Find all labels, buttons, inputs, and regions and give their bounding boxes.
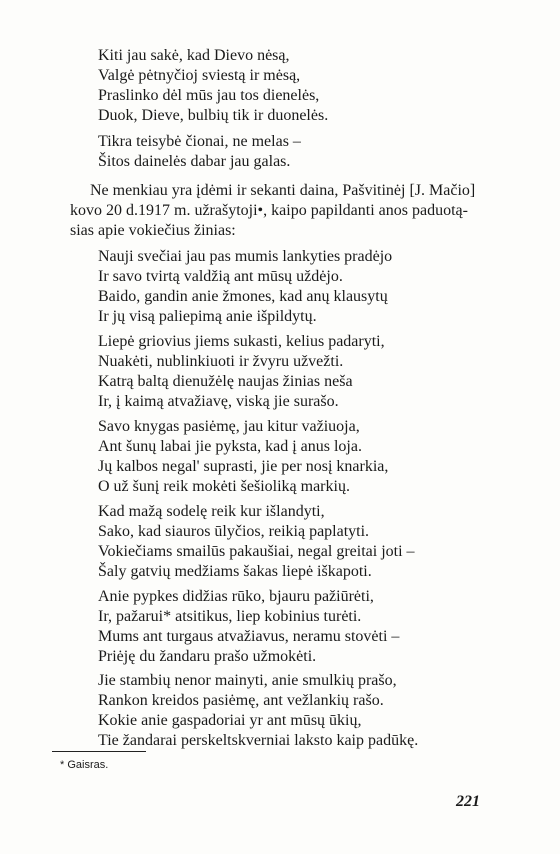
page-number: 221 [456, 793, 480, 810]
stanza-1 [98, 46, 328, 126]
verse-line: Baido, gandin anie žmones, kad anų klausytų [98, 288, 388, 305]
verse-line: Ir jų visą paliepimą anie išpildytų. [98, 308, 317, 325]
verse-line: Kad mažą sodelę reik kur išlandyti, [98, 503, 325, 520]
verse-line: Kokie anie gaspadoriai yr ant mūsų ūkių, [98, 712, 362, 729]
verse-line: Ant šunų labai jie pyksta, kad į anus loja. [98, 438, 362, 455]
stanza-4 [98, 332, 385, 412]
prose-line: Ne menkiau yra įdėmi ir sekanti daina, Pašvitinėj [J. Mačio] [90, 182, 476, 199]
verse-line: Praslinko dėl mūs jau tos dienelės, [98, 87, 320, 104]
footnote-divider [52, 751, 146, 752]
verse-line: Duok, Dieve, bulbių tik ir duonelės. [98, 107, 329, 124]
verse-line: Savo knygas pasiėmę, jau kitur važiuoja, [98, 418, 360, 435]
verse-line: Sako, kad siauros ūlyčios, reikią paplatyti. [98, 523, 370, 540]
verse-line: O už šunį reik mokėti šešioliką markių. [98, 478, 350, 495]
verse-line: Tikra teisybė čionai, ne melas – [98, 133, 301, 150]
verse-line: Katrą baltą dienužėlę naujas žinias neša [98, 373, 353, 390]
verse-line: Jie stambių nenor mainyti, anie smulkių prašo, [98, 672, 397, 689]
verse-line: Mums ant turgaus atvažiavus, neramu stovėti – [98, 628, 400, 645]
verse-line: Priėję du žandaru prašo užmokėti. [98, 648, 317, 665]
verse-line: Valgė pėtnyčioj sviestą ir mėsą, [98, 67, 301, 84]
verse-line: Šaly gatvių medžiams šakas liepė iškapoti. [98, 563, 372, 580]
prose-line: sias apie vokiečius žinias: [70, 222, 236, 239]
verse-line: Ir, pažarui* atsitikus, liep kobinius turėti. [98, 608, 362, 625]
stanza-2 [98, 132, 301, 172]
footnote: * Gaisras. [60, 759, 109, 771]
stanza-6 [98, 502, 415, 582]
prose-line: kovo 20 d.1917 m. užrašytoji•, kaipo papildanti anos paduotą- [70, 202, 468, 219]
stanza-8 [98, 671, 418, 751]
verse-line: Vokiečiams smailūs pakaušiai, negal greitai joti – [98, 543, 415, 560]
verse-line: Šitos dainelės dabar jau galas. [98, 153, 291, 170]
verse-line: Anie pypkes didžias rūko, bjauru pažiūrėti, [98, 588, 374, 605]
verse-line: Kiti jau sakė, kad Dievo nėsą, [98, 47, 290, 64]
verse-line: Nuakėti, nublinkiuoti ir žvyru užvežti. [98, 353, 344, 370]
verse-line: Nauji svečiai jau pas mumis lankyties pradėjo [98, 248, 393, 265]
stanza-3 [98, 247, 392, 327]
verse-line: Jų kalbos negal' suprasti, jie per nosį knarkia, [98, 458, 389, 475]
verse-line: Liepė griovius jiems sukasti, kelius padaryti, [98, 333, 385, 350]
verse-line: Rankon kreidos pasiėmę, ant vežlankių rašo. [98, 692, 384, 709]
verse-line: Ir, į kaimą atvažiavę, viską jie surašo. [98, 393, 339, 410]
verse-line: Tie žandarai perskeltskverniai laksto kaip padūkę. [98, 732, 419, 749]
prose-paragraph [70, 181, 482, 241]
stanza-5 [98, 417, 388, 497]
stanza-7 [98, 587, 399, 667]
verse-line: Ir savo tvirtą valdžią ant mūsų uždėjo. [98, 268, 343, 285]
